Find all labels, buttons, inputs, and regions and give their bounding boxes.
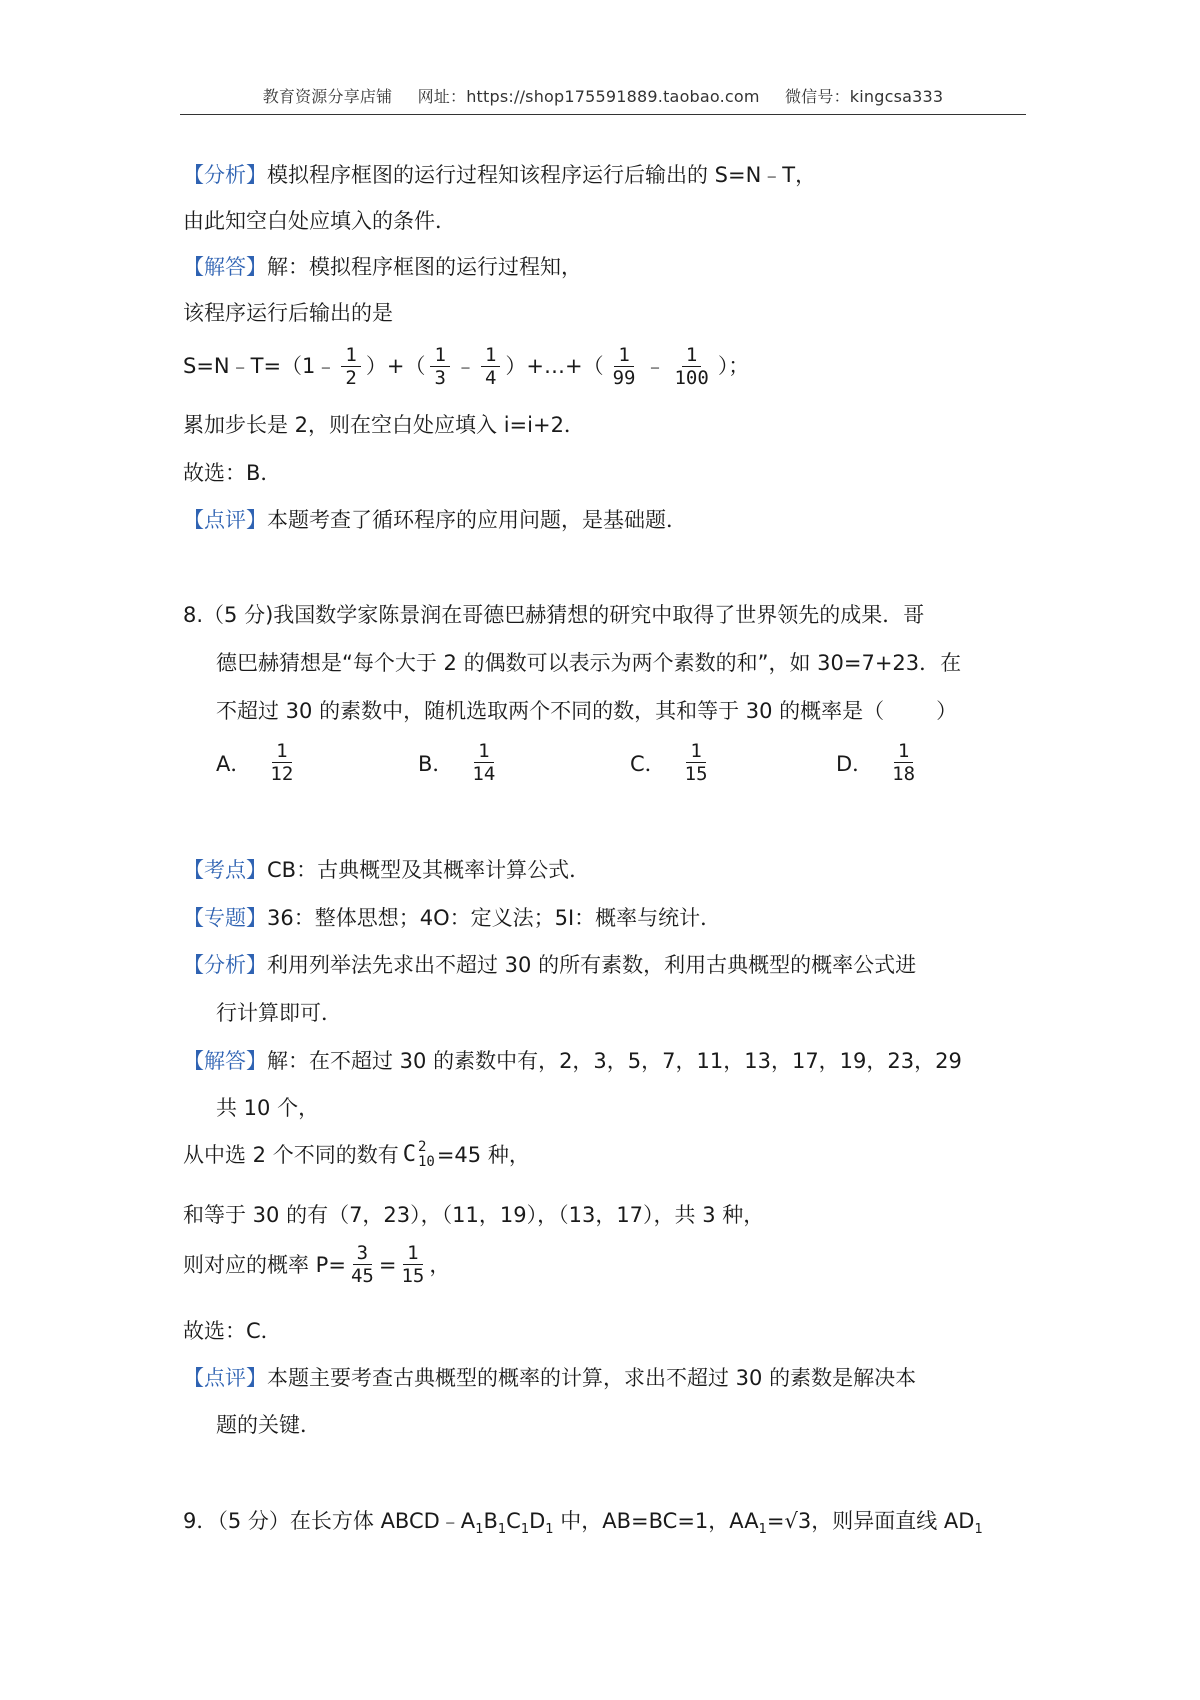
subscript: 1 xyxy=(520,1522,530,1538)
comb-indices: 2 10 xyxy=(417,1139,435,1170)
q9-line-1 xyxy=(183,1506,983,1545)
formula-tail: ）； xyxy=(717,354,750,378)
zhuanti-tag: 【专题】 xyxy=(183,906,267,930)
q8-line-2: 德巴赫猜想是“每个大于 2 的偶数可以表示为两个素数的和”，如 30=7+23．在 xyxy=(216,651,962,675)
answer-tag: 【解答】 xyxy=(183,1049,267,1073)
option-d xyxy=(836,740,924,785)
answer-tag: 【解答】 xyxy=(183,255,267,279)
q8-line-3-close: ） xyxy=(936,699,958,723)
comb-c: C xyxy=(402,1142,416,1167)
fraction-3-45: $\frac{3}{45}$ xyxy=(350,1242,374,1287)
analysis-text: 模拟程序框图的运行过程知该程序运行后输出的 S=N﹣T， xyxy=(267,163,817,187)
fraction-1-99: $\frac{1}{99}$ xyxy=(612,343,636,389)
equals-sign: = xyxy=(378,1252,397,1277)
q9-lead: 9．（5 分）在长方体 ABCD﹣A xyxy=(183,1509,476,1533)
fraction-1-2: $\frac{1}{2}$ xyxy=(341,344,360,389)
wechat-id: 微信号：kingcsa333 xyxy=(784,87,944,106)
prev-answer-line xyxy=(183,252,582,282)
combination-symbol xyxy=(403,1140,437,1170)
comb-tail: =45 种， xyxy=(436,1143,530,1167)
answer-text: 解：模拟程序框图的运行过程知， xyxy=(267,255,582,279)
answer-text: 解：在不超过 30 的素数中有，2，3，5，7，11，13，17，19，23，29 xyxy=(267,1049,962,1073)
subscript: 1 xyxy=(475,1522,484,1538)
analysis-tag: 【分析】 xyxy=(183,953,267,977)
q8-comment-line-2: 题的关键． xyxy=(216,1413,321,1437)
fraction-1-15: $\frac{1}{15}$ xyxy=(401,1242,425,1287)
vertex-b: B xyxy=(483,1509,498,1533)
analysis-text: 利用列举法先求出不超过 30 的所有素数，利用古典概型的概率公式进 xyxy=(267,953,917,977)
q8-line-1: 8.（5 分)我国数学家陈景润在哥德巴赫猜想的研究中取得了世界领先的成果．哥 xyxy=(183,603,925,627)
subscript: 1 xyxy=(974,1522,983,1538)
prev-comment-line xyxy=(183,505,687,535)
comment-tag: 【点评】 xyxy=(183,1366,267,1390)
kaodian-tag: 【考点】 xyxy=(183,858,267,882)
formula-mid-2: ）+…+（ xyxy=(505,354,604,378)
option-fraction: $\frac{1}{14}$ xyxy=(472,740,496,785)
option-fraction: $\frac{1}{12}$ xyxy=(270,740,294,785)
q8-combination-line xyxy=(183,1140,530,1170)
q8-pairs-line: 和等于 30 的有（7，23），（11，19），（13，17），共 3 种， xyxy=(183,1203,765,1227)
q8-choice-line: 故选：C． xyxy=(183,1319,282,1343)
kaodian-text: CB：古典概型及其概率计算公式． xyxy=(267,858,591,882)
q8-answer-line xyxy=(183,1046,962,1076)
option-letter: A． xyxy=(216,751,252,776)
option-fraction: $\frac{1}{15}$ xyxy=(684,740,708,785)
prev-formula xyxy=(183,338,749,394)
option-letter: C． xyxy=(630,751,666,776)
q8-line-3-text: 不超过 30 的素数中，随机选取两个不同的数，其和等于 30 的概率是（ xyxy=(216,699,885,723)
formula-mid-1: ）+（ xyxy=(365,354,426,378)
q8-answer-line-2: 共 10 个， xyxy=(216,1096,320,1120)
subscript: 1 xyxy=(545,1522,554,1538)
subscript: 1 xyxy=(497,1522,507,1538)
comment-text: 本题考查了循环程序的应用问题，是基础题． xyxy=(267,508,687,532)
fraction-1-3: $\frac{1}{3}$ xyxy=(430,344,449,389)
prev-answer-line-2: 该程序运行后输出的是 xyxy=(183,301,393,325)
vertex-d: D xyxy=(529,1509,546,1533)
q8-probability-line xyxy=(183,1242,450,1287)
q8-analysis-line xyxy=(183,950,916,980)
analysis-tag: 【分析】 xyxy=(183,163,267,187)
prev-step-line: 累加步长是 2，则在空白处应填入 i=i+2． xyxy=(183,413,585,437)
option-c xyxy=(630,740,717,785)
page-header xyxy=(180,84,1026,115)
comb-lead: 从中选 2 个不同的数有 xyxy=(183,1143,399,1167)
q8-comment-line xyxy=(183,1363,916,1393)
q8-line-3 xyxy=(216,696,957,726)
shop-url: 网址：https://shop175591889.taobao.com xyxy=(417,87,760,106)
option-fraction: $\frac{1}{18}$ xyxy=(892,740,916,785)
subscript: 1 xyxy=(758,1522,767,1538)
comment-tag: 【点评】 xyxy=(183,508,267,532)
prev-analysis-line xyxy=(183,160,816,190)
q8-analysis-line-2: 行计算即可． xyxy=(216,1001,342,1025)
fraction-1-100: $\frac{1}{100}$ xyxy=(674,343,709,389)
shop-name: 教育资源分享店铺 xyxy=(262,87,393,106)
minus-sign: ﹣ xyxy=(644,354,666,378)
option-a xyxy=(216,740,302,785)
option-letter: B． xyxy=(418,751,454,776)
q8-zhuanti-line xyxy=(183,903,721,933)
zhuanti-text: 36：整体思想；4O：定义法；5I：概率与统计． xyxy=(267,906,722,930)
vertex-c: C xyxy=(506,1509,521,1533)
q8-kaodian-line xyxy=(183,855,590,885)
option-b xyxy=(418,740,504,785)
prev-choice-line: 故选：B． xyxy=(183,461,282,485)
minus-sign: ﹣ xyxy=(454,354,476,378)
fraction-1-4: $\frac{1}{4}$ xyxy=(481,344,500,389)
option-letter: D． xyxy=(836,751,874,776)
comment-text: 本题主要考查古典概型的概率的计算，求出不超过 30 的素数是解决本 xyxy=(267,1366,917,1390)
q9-eq: =√3，则异面直线 AD xyxy=(766,1509,975,1533)
prev-analysis-line-2: 由此知空白处应填入的条件． xyxy=(183,209,456,233)
formula-lead: S=N﹣T=（1﹣ xyxy=(183,354,337,378)
q9-mid: 中，AB=BC=1，AA xyxy=(553,1509,759,1533)
prob-lead: 则对应的概率 P= xyxy=(183,1252,346,1277)
prob-tail: ， xyxy=(429,1252,451,1277)
